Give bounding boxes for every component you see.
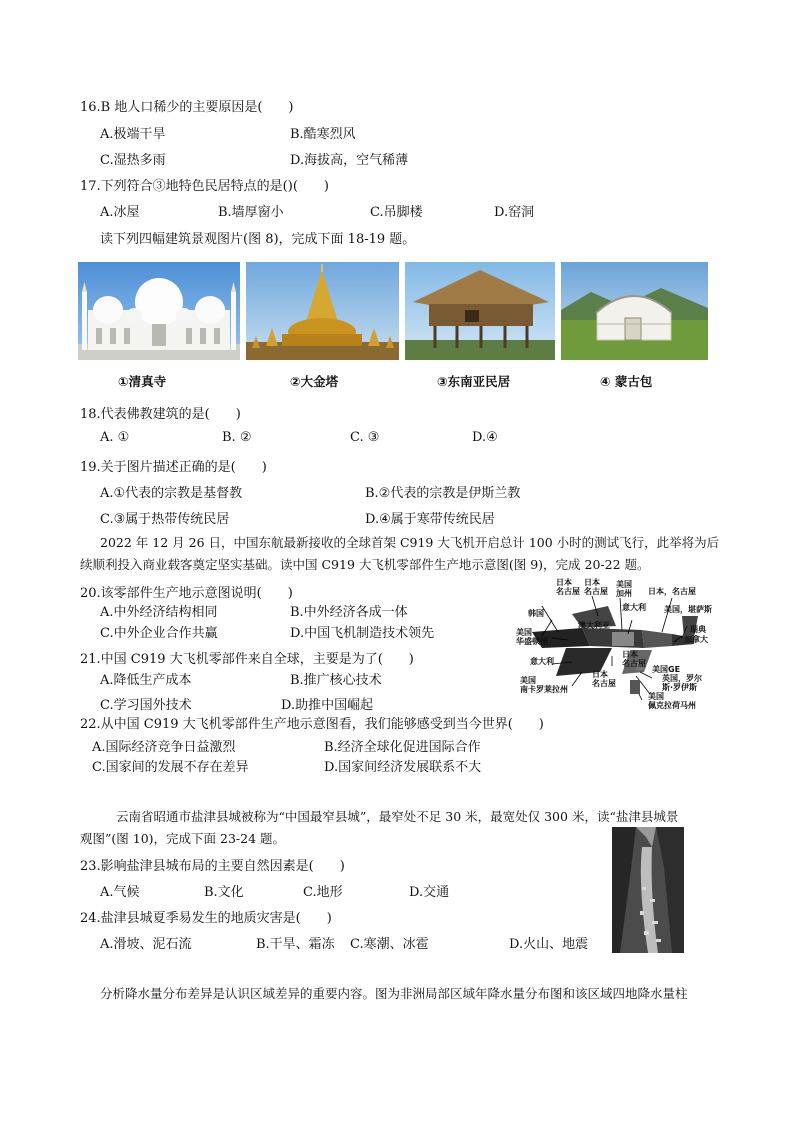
yanjin-county-photo xyxy=(612,827,684,953)
q19-option-b: B.②代表的宗教是伊斯兰教 xyxy=(365,486,521,501)
q21-option-d: D.助推中国崛起 xyxy=(281,698,374,713)
plane-label-12: 意大利 xyxy=(530,657,554,666)
q17-option-b: B.墙厚窗小 xyxy=(218,205,284,220)
q18-stem: 18.代表佛教建筑的是( ) xyxy=(80,407,241,422)
q22-option-a: A.国际经济竞争日益激烈 xyxy=(92,740,236,755)
q21-option-c: C.学习国外技术 xyxy=(100,698,192,713)
q20-option-a: A.中外经济结构相同 xyxy=(100,605,218,620)
outro-paragraph: 分析降水量分布差异是认识区域差异的重要内容。图为非洲局部区域年降水量分布图和该区域四地降水量柱 xyxy=(100,986,688,1001)
plane-label-8: 澳大利亚 xyxy=(578,621,610,630)
plane-label-14: 日本 名古屋 xyxy=(592,670,616,688)
q19-option-a: A.①代表的宗教是基督教 xyxy=(100,486,243,501)
plane-label-7: 美国，堪萨斯 xyxy=(664,605,712,614)
q17-option-c: C.吊脚楼 xyxy=(370,205,423,220)
q19-option-c: C.③属于热带传统民居 xyxy=(100,512,230,527)
plane-label-13: 日本 名古屋 xyxy=(622,650,646,668)
mosque-photo xyxy=(78,262,240,360)
house-caption: ③东南亚民居 xyxy=(437,374,511,389)
yurt-photo xyxy=(561,262,708,360)
intro-18-19: 读下列四幅建筑景观图片(图 8)，完成下面 18-19 题。 xyxy=(100,232,416,247)
q24-option-c: C.寒潮、冰雹 xyxy=(350,937,429,952)
plane-label-17: 英国，罗尔 斯·罗伊斯 xyxy=(662,674,702,692)
q19-option-d: D.④属于寒带传统民居 xyxy=(365,512,495,527)
q16-option-d: D.海拔高，空气稀薄 xyxy=(290,153,409,168)
c919-parts-diagram xyxy=(512,576,724,714)
q24-option-d: D.火山、地震 xyxy=(509,937,589,952)
q20-stem: 20.该零部件生产地示意图说明( ) xyxy=(80,586,293,601)
q16-option-c: C.湿热多雨 xyxy=(100,153,166,168)
plane-label-5: 韩国 xyxy=(528,609,544,618)
plane-label-4: 日本，名古屋 xyxy=(648,587,696,596)
q23-stem: 23.影响盐津县城布局的主要自然因素是( ) xyxy=(80,859,345,874)
golden-pagoda-photo xyxy=(246,262,399,360)
q23-option-c: C.地形 xyxy=(303,885,343,900)
plane-label-11: 加拿大 xyxy=(684,635,708,644)
q23-option-a: A.气候 xyxy=(100,885,140,900)
plane-label-2: 日本 名古屋 xyxy=(584,578,608,596)
q24-stem: 24.盐津县城夏季易发生的地质灾害是( ) xyxy=(80,911,332,926)
q18-option-d: D.④ xyxy=(472,430,498,445)
intro-20-22-line1: 2022 年 12 月 26 日，中国东航最新接收的全球首架 C919 大飞机开启总计 100 小时的测试飞行，此举将为后 xyxy=(100,535,720,550)
q19-stem: 19.关于图片描述正确的是( ) xyxy=(80,460,267,475)
q22-option-c: C.国家间的发展不存在差异 xyxy=(92,760,249,775)
q17-stem: 17.下列符合③地特色民居特点的是()( ) xyxy=(80,179,329,194)
q18-option-c: C. ③ xyxy=(350,430,380,445)
yurt-caption: ④ 蒙古包 xyxy=(600,374,653,389)
q24-option-a: A.滑坡、泥石流 xyxy=(100,937,192,952)
q17-option-a: A.冰屋 xyxy=(100,205,140,220)
q23-option-b: B.文化 xyxy=(204,885,244,900)
q18-option-b: B. ② xyxy=(222,430,252,445)
q20-option-c: C.中外企业合作共赢 xyxy=(100,626,218,641)
plane-label-9: 美国 华盛顿州 xyxy=(516,628,548,646)
q17-option-d: D.窑洞 xyxy=(494,205,535,220)
q16-option-b: B.酷寒烈风 xyxy=(290,127,356,142)
southeast-asia-house-photo xyxy=(405,262,555,360)
q16-option-a: A.极端干旱 xyxy=(100,127,166,142)
q21-option-a: A.降低生产成本 xyxy=(100,673,192,688)
q20-option-b: B.中外经济各成一体 xyxy=(290,605,408,620)
plane-label-16: 美国GE xyxy=(652,665,681,674)
q21-stem: 21.中国 C919 大飞机零部件来自全球，主要是为了( ) xyxy=(80,652,414,667)
q22-stem: 22.从中国 C919 大飞机零部件生产地示意图看，我们能够感受到当今世界( ) xyxy=(80,717,544,732)
q18-option-a: A. ① xyxy=(100,430,130,445)
q24-option-b: B.干旱、霜冻 xyxy=(256,937,335,952)
plane-label-6: 意大利 xyxy=(622,603,646,612)
plane-label-3: 美国 加州 xyxy=(616,580,632,598)
q21-option-b: B.推广核心技术 xyxy=(290,673,382,688)
intro-23-24-line2: 观图”(图 10)，完成下面 23-24 题。 xyxy=(80,831,286,846)
q20-option-d: D.中国飞机制造技术领先 xyxy=(290,626,435,641)
plane-label-10: 瑞典 xyxy=(690,625,706,634)
plane-label-15: 美国 南卡罗莱拉州 xyxy=(520,676,568,694)
pagoda-caption: ②大金塔 xyxy=(290,374,339,389)
q22-option-d: D.国家间经济发展联系不大 xyxy=(324,760,482,775)
plane-label-1: 日本 名古屋 xyxy=(556,578,580,596)
plane-label-18: 美国 佩克拉荷马州 xyxy=(648,692,696,710)
intro-20-22-line2: 续顺利投入商业载客奠定坚实基础。读中国 C919 大飞机零部件生产地示意图(图 9)，完成 20-22 题。 xyxy=(80,557,650,572)
intro-23-24-line1: 云南省昭通市盐津县城被称为“中国最窄县城”，最窄处不足 30 米，最宽处仅 300 米，读“盐津县城景 xyxy=(116,809,679,824)
q16-stem: 16.B 地人口稀少的主要原因是( ) xyxy=(80,100,294,115)
q23-option-d: D.交通 xyxy=(409,885,450,900)
mosque-caption: ①清真寺 xyxy=(118,374,167,389)
q22-option-b: B.经济全球化促进国际合作 xyxy=(324,740,481,755)
